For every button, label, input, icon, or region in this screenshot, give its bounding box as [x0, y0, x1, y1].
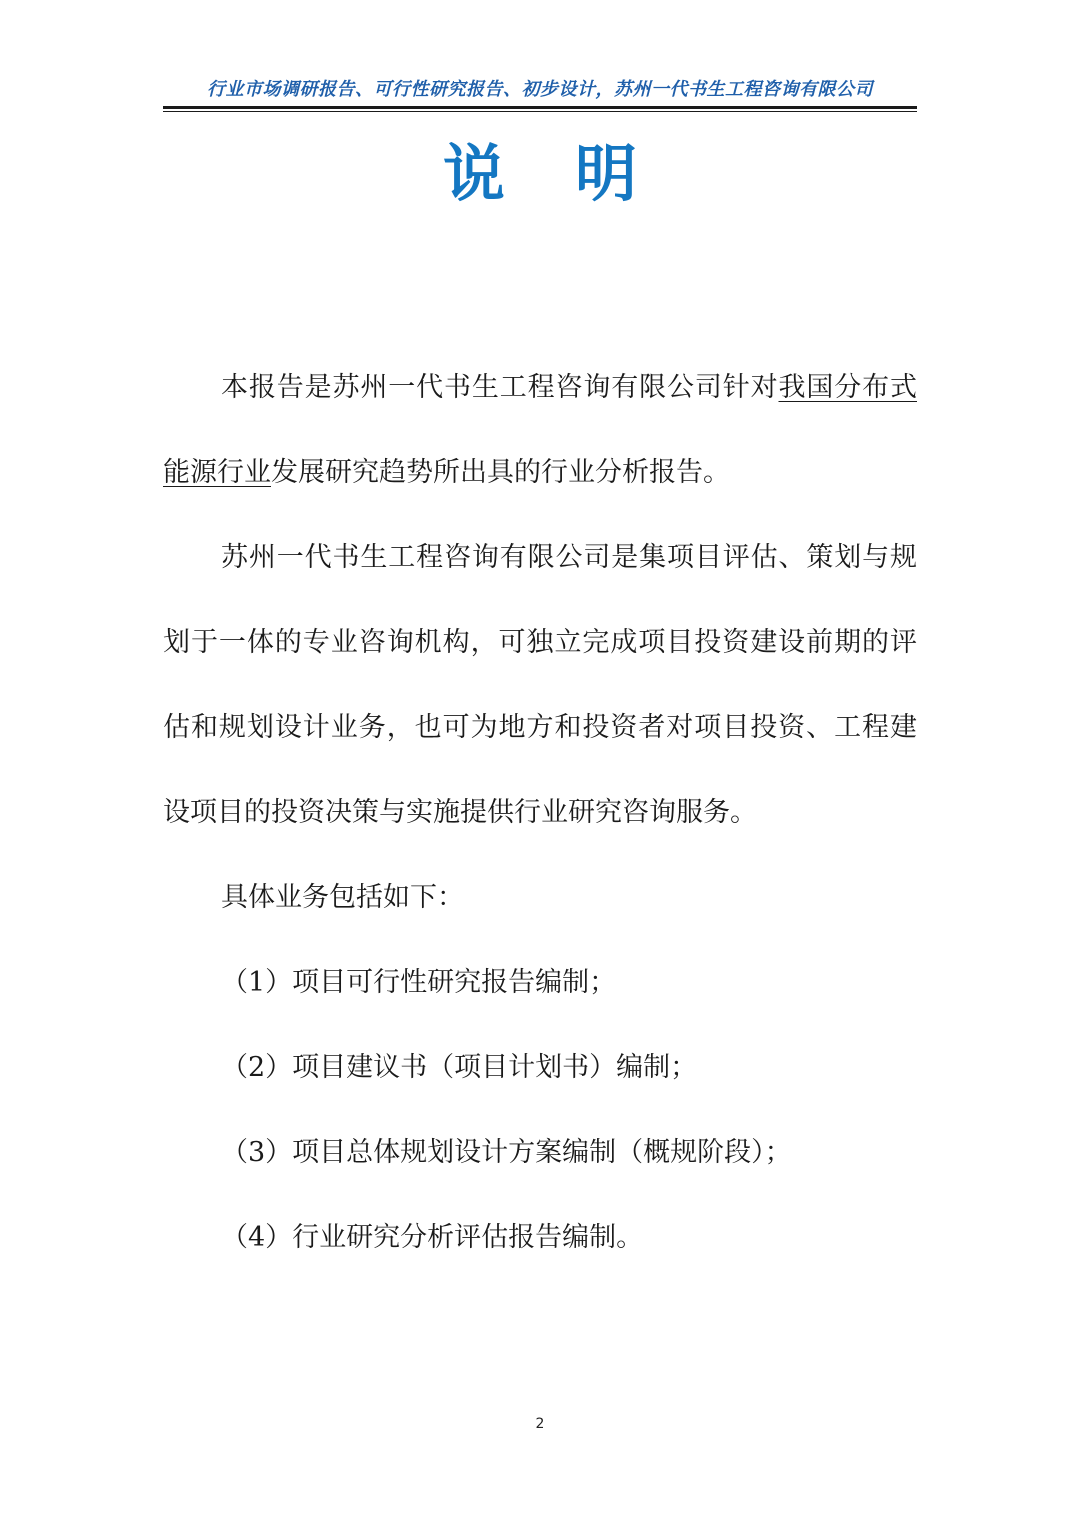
header-rule-thick [163, 106, 917, 109]
header-rule-thin [163, 111, 917, 112]
list-item: （1）项目可行性研究报告编制； [221, 967, 617, 998]
intro-text-start: 本报告是苏州一代书生工程咨询有限公司针对 [221, 372, 779, 403]
list-item: （4）行业研究分析评估报告编制。 [221, 1222, 644, 1253]
page-header [163, 76, 917, 112]
paragraph-services-lead: 具体业务包括如下： [221, 882, 464, 913]
intro-text-end: 发展研究趋势所出具的行业分析报告。 [271, 457, 730, 488]
paragraph-intro [163, 345, 917, 515]
header-text: 行业市场调研报告、可行性研究报告、初步设计，苏州一代书生工程咨询有限公司 [207, 79, 873, 100]
industry-underlined: 我国分布式能源行业 [163, 372, 917, 488]
list-item: （2）项目建议书（项目计划书）编制； [221, 1052, 698, 1083]
page-title: 说明 [442, 137, 707, 210]
list-item: （3）项目总体规划设计方案编制（概规阶段）； [221, 1137, 792, 1168]
paragraph-company: 苏州一代书生工程咨询有限公司是集项目评估、策划与规划于一体的专业咨询机构，可独立完成项目投资建设前期的评估和规划设计业务，也可为地方和投资者对项目投资、工程建设项目的投资决策与实施提供行业研究咨询服务。 [163, 542, 917, 828]
page-number: 2 [535, 1416, 545, 1432]
body-text [163, 345, 917, 1280]
